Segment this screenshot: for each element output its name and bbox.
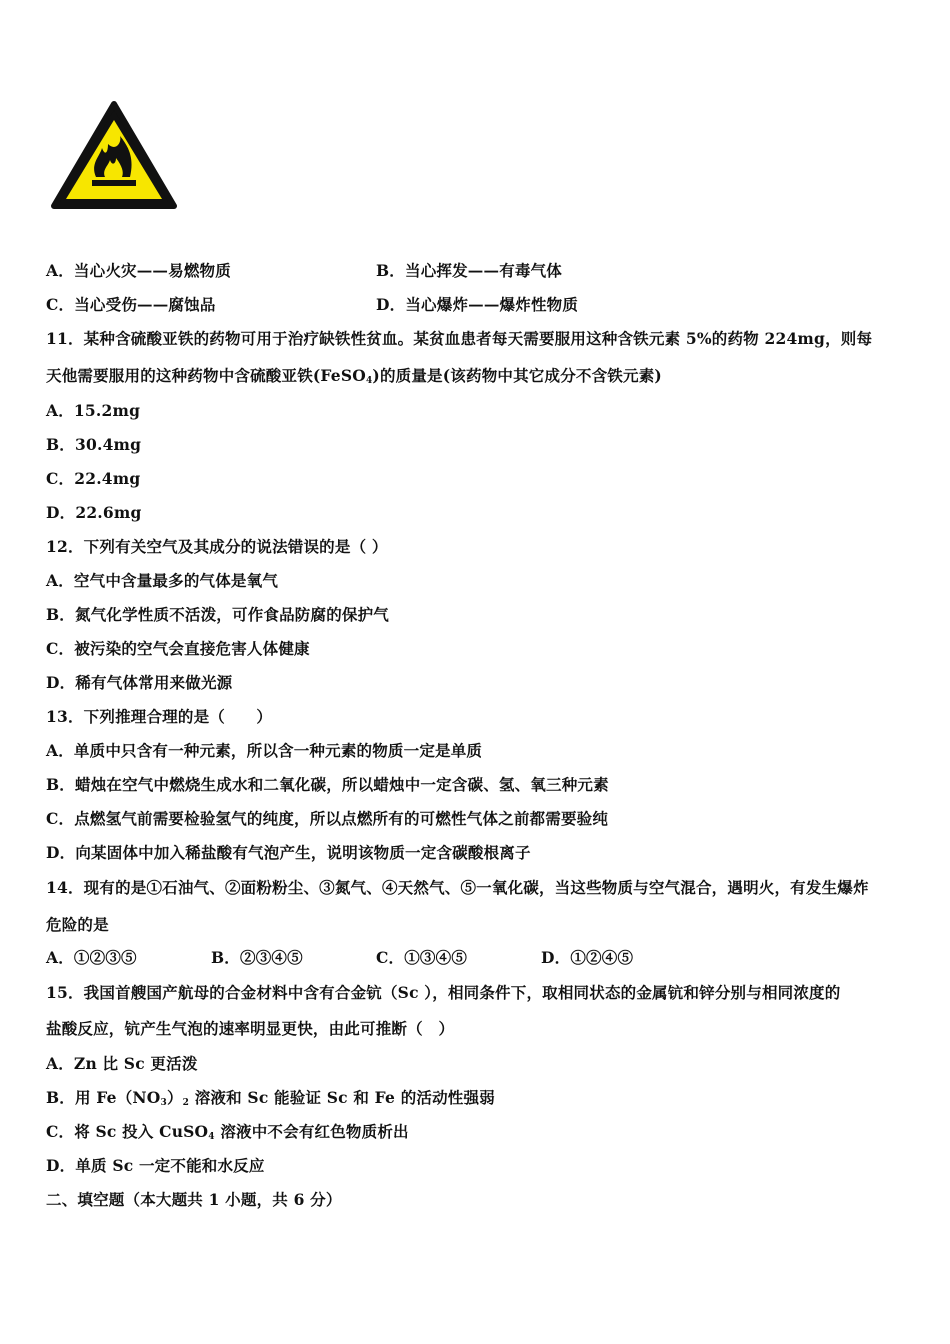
- q13-option-a: A．单质中只含有一种元素，所以含一种元素的物质一定是单质: [46, 741, 483, 760]
- q11-option-b: B．30.4mg: [46, 435, 142, 454]
- q14-option-c: C．①③④⑤: [376, 948, 468, 967]
- q11-option-d: D．22.6mg: [46, 503, 142, 522]
- q15-option-d: D．单质 Sc 一定不能和水反应: [46, 1156, 265, 1175]
- q11-option-c: C．22.4mg: [46, 469, 141, 488]
- q15-option-c: C．将 Sc 投入 CuSO$_4$ 溶液中不会有红色物质析出: [46, 1122, 409, 1142]
- q12-option-c: C．被污染的空气会直接危害人体健康: [46, 639, 310, 658]
- q15-option-b: B．用 $Fe(NO_3)_2$ 溶液和 Sc 能验证 Sc 和 Fe 的活动性强弱: [46, 1088, 495, 1108]
- q14-option-a: A．①②③⑤: [46, 948, 137, 967]
- section-heading: 二、填空题（本大题共 1 小题，共 6 分）: [46, 1190, 342, 1209]
- q15-option-a: A．Zn 比 Sc 更活泼: [46, 1054, 198, 1073]
- q10-option-d: D．当心爆炸——爆炸性物质: [376, 295, 579, 314]
- q13-option-c: C．点燃氢气前需要检验氢气的纯度，所以点燃所有的可燃性气体之前都需要验纯: [46, 809, 609, 828]
- q11-option-a: A．15.2mg: [46, 401, 141, 420]
- q14-option-d: D．①②④⑤: [541, 948, 634, 967]
- q14-stem-line1: 14．现有的是①石油气、②面粉粉尘、③氮气、④天然气、⑤一氧化碳，当这些物质与空气混合，遇明火，有发生爆炸: [46, 878, 869, 897]
- q15-stem-line1: 15．我国首艘国产航母的合金材料中含有合金钪（Sc ），相同条件下，取相同状态的金属钪和锌分别与相同浓度的: [46, 983, 841, 1002]
- q10-option-b: B．当心挥发——有毒气体: [376, 261, 563, 280]
- flammable-warning-icon: [50, 98, 178, 212]
- q12-option-b: B．氮气化学性质不活泼，可作食品防腐的保护气: [46, 605, 390, 624]
- q12-option-a: A．空气中含量最多的气体是氧气: [46, 571, 279, 590]
- q13-option-d: D．向某固体中加入稀盐酸有气泡产生，说明该物质一定含碳酸根离子: [46, 843, 531, 862]
- q13-option-b: B．蜡烛在空气中燃烧生成水和二氧化碳，所以蜡烛中一定含碳、氢、氧三种元素: [46, 775, 609, 794]
- q14-option-b: B．②③④⑤: [211, 948, 303, 967]
- q14-stem-line2: 危险的是: [46, 915, 109, 934]
- q10-option-c: C．当心受伤——腐蚀品: [46, 295, 216, 314]
- q12-option-d: D．稀有气体常用来做光源: [46, 673, 233, 692]
- q10-option-a: A．当心火灾——易燃物质: [46, 261, 231, 280]
- q11-stem-line2: 天他需要服用的这种药物中含硫酸亚铁(FeSO$_4$)的质量是(该药物中其它成分不含铁元素): [46, 366, 662, 386]
- q11-stem-line1: 11．某种含硫酸亚铁的药物可用于治疗缺铁性贫血。某贫血患者每天需要服用这种含铁元素 5%的药物 224mg，则每: [46, 329, 873, 348]
- q13-stem: 13．下列推理合理的是（ ）: [46, 707, 273, 726]
- q15-stem-line2: 盐酸反应，钪产生气泡的速率明显更快，由此可推断（ ）: [46, 1019, 455, 1038]
- q12-stem: 12．下列有关空气及其成分的说法错误的是（ ）: [46, 537, 388, 556]
